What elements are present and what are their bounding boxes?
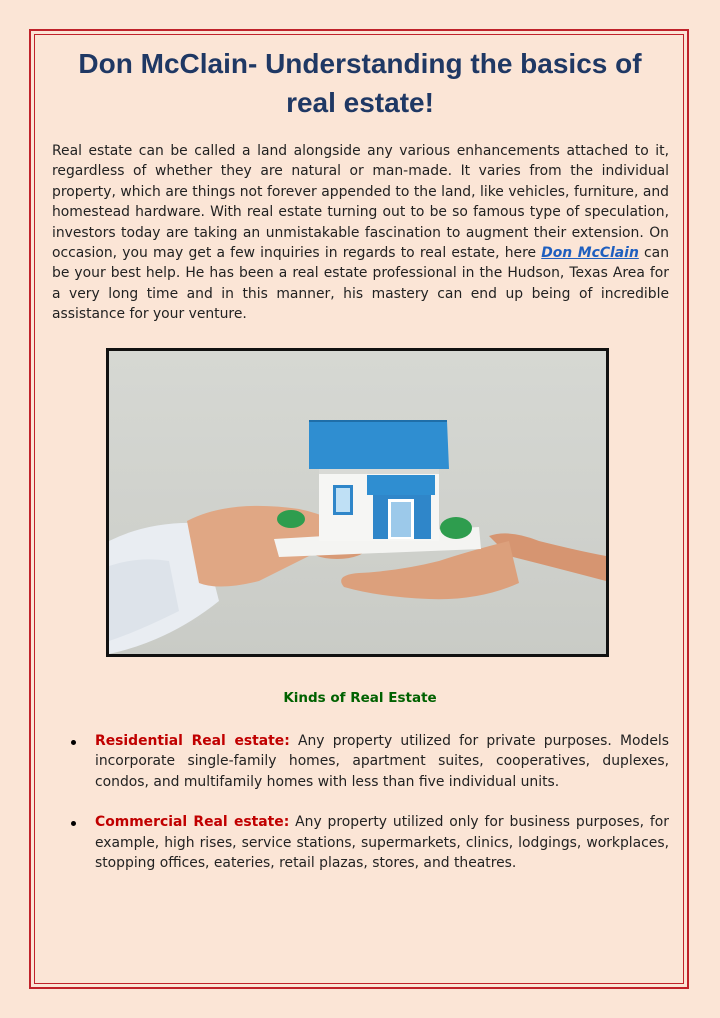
commercial-description: Any property utilized only for business purposes, for example, high rises, service stations, supermarkets, clinics, lodgings, workplaces, stopping offices, eateries, retail plazas, stores, and theatres. xyxy=(95,814,669,872)
shrub-right xyxy=(440,517,472,539)
commercial-term: Commercial Real estate: xyxy=(95,814,290,831)
section-title: Kinds of Real Estate xyxy=(283,690,437,706)
house-wall-shadow xyxy=(319,469,439,474)
bullet-icon xyxy=(71,821,76,826)
list-item-commercial xyxy=(52,812,669,873)
house-illustration xyxy=(109,351,606,654)
don-mcclain-link[interactable]: Don McClain xyxy=(541,245,639,262)
house-in-hands-photo xyxy=(106,348,609,657)
residential-description: Any property utilized for private purposes. Models incorporate single-family homes, apartment suites, cooperatives, duplexes, condos, and multifamily homes with less than five individual units. xyxy=(95,733,669,790)
porch-roof xyxy=(367,475,435,495)
page-title: Don McClain- Understanding the basics of real estate! xyxy=(78,48,642,118)
side-window-glass xyxy=(336,488,350,512)
intro-paragraph xyxy=(52,141,669,325)
list-item-residential xyxy=(52,731,669,792)
bullet-icon xyxy=(71,740,76,745)
intro-text-before-link: Real estate can be called a land alongside any various enhancements attached to it, regardless of whether they are natural or man-made. It varies from the individual property, which are things not forever appended to the land, like vehicles, furniture, and homestead hardware. With real estate turning out to be so famous type of speculation, investors today are taking an unmistakable fascination to augment their extension. On occasion, you may get a few inquiries in regards to real estate, here xyxy=(52,143,669,262)
intro-text-after-link: can be your best help. He has been a real estate professional in the Hudson, Texas Area for a very long time and in this manner, his mastery can end up being of incredible assistance for your venture. xyxy=(52,245,669,323)
real-estate-kinds-list xyxy=(52,731,669,893)
door-glass xyxy=(391,502,411,537)
house-roof xyxy=(309,421,449,469)
residential-term: Residential Real estate: xyxy=(95,733,290,749)
shrub-left xyxy=(277,510,305,528)
